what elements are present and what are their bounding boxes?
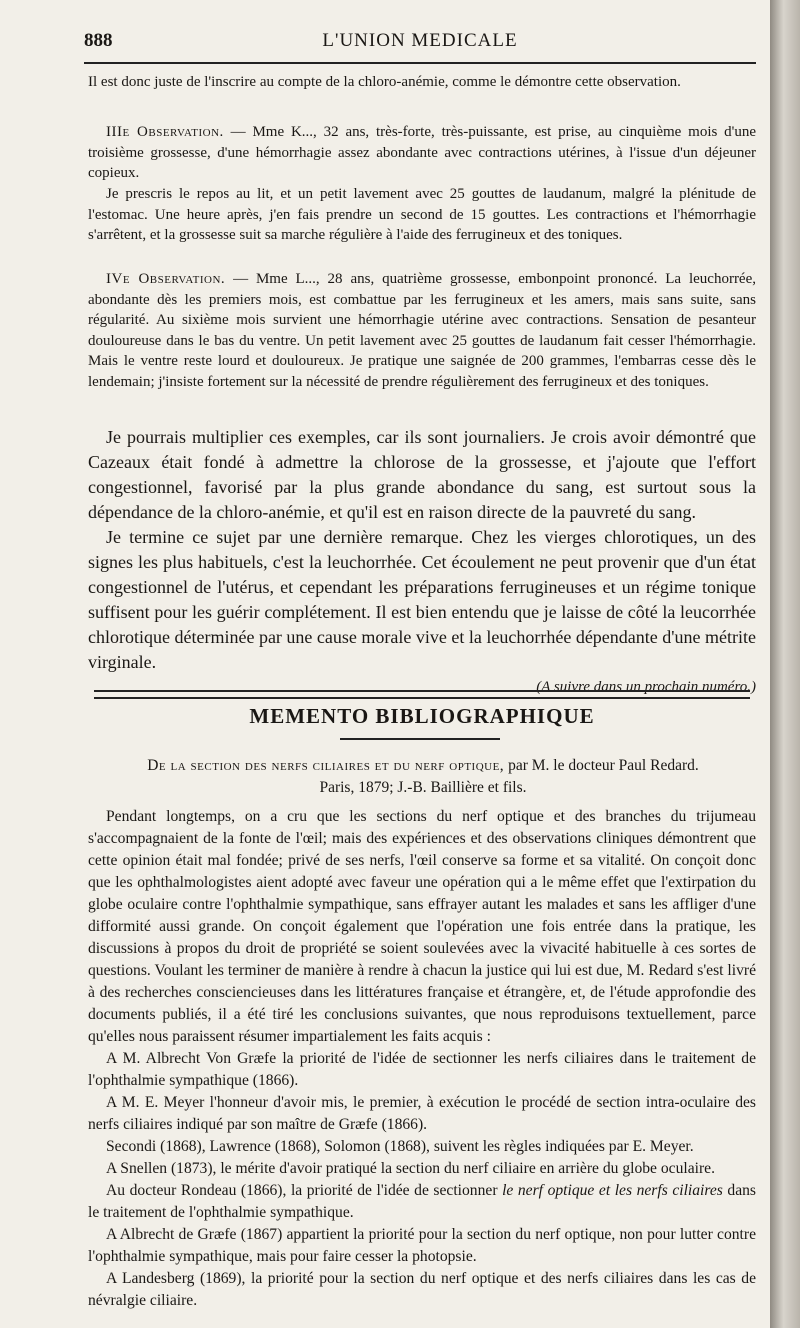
header-rule <box>84 62 756 64</box>
observation-3-treatment: Je prescris le repos au lit, et un petit lavement avec 25 gouttes de laudanum, malgré la plénitude de l'estomac. Une heure après, j'en fais prendre un second de 15 gouttes. Les contractions et l'hémorrhagie s'arrêtent, et la grossesse suit sa marche régulière à l'aide des ferrugineux et des toniques. <box>88 186 756 243</box>
book-heading <box>88 755 758 799</box>
continuation-note: (A suivre dans un prochain numéro.) <box>536 679 756 695</box>
book-title: De la section des nerfs ciliaires et du nerf optique, <box>147 757 505 774</box>
page-edge-shadow <box>770 0 800 1328</box>
review-body <box>88 806 756 1312</box>
conclusion <box>88 425 756 698</box>
review-paragraph: A M. E. Meyer l'honneur d'avoir mis, le premier, à exécution le procédé de section intra-oculaire des nerfs ciliaires indiqué par son maître de Græfe (1866). <box>88 1094 756 1133</box>
observation-3 <box>88 122 756 184</box>
title-underline <box>340 738 500 740</box>
observation-4-paragraph: IVe Observation. — Mme L..., 28 ans, quatrième grossesse, embonpoint prononcé. La leuchorrée, abondante dès les premiers mois, est combattue par les ferrugineux et les amers, mais sans suite, sans régularité. Au sixième mois survient une hémorrhagie utérine avec contractions. Sensation de pesanteur douloureuse dans le bas du ventre. Un petit lavement avec 25 gouttes de laudanum fait cesser l'hémorrhagie. Mais le ventre reste lourd et douloureux. Je pratique une saignée de 200 grammes, l'embarras cesse dès le lendemain; j'insiste fortement sur la nécessité de prendre régulièrement des ferrugineux et des toniques. <box>88 271 756 390</box>
review-paragraph: Pendant longtemps, on a cru que les sections du nerf optique et des branches du trijumeau s'accompagnaient de la fonte de l'œil; mais des expériences et des observations cliniques démontrent que cette opinion était mal fondée; privé de ses nerfs, l'œil conserve sa forme et sa vitalité. On conçoit donc que les ophthalmologistes aient adopté avec faveur une opération qui a le même effet que l'extirpation du globe oculaire contre l'ophthalmie sympathique, sans effrayer autant les malades et sans les affliger d'une difformité aussi grande. On conçoit également que l'opération une fois entrée dans la pratique, les discussions à propos du droit de propriété se soient soulevées avec la vivacité habituelle à ces sortes de questions. Voulant les terminer de manière à rendre à chacun la justice qui lui est due, M. Redard s'est livré à des recherches consciencieuses dans les littératures française et étrangère, et, de l'étude approfondie des documents publiés, il a été tiré les conclusions suivantes, que nous reproduisons textuellement, parce qu'elles nous paraissent résumer impartialement les faits acquis : <box>88 808 756 1045</box>
observation-3-paragraph: IIIe Observation. — Mme K..., 32 ans, très-forte, très-puissante, est prise, au cinquième mois d'une troisième grossesse, d'une hémorrhagie assez abondante avec contractions utérines, à l'issue d'un déjeuner copieux. <box>88 124 757 181</box>
memento-title: MEMENTO BIBLIOGRAPHIQUE <box>249 704 595 728</box>
book-author: par M. le docteur Paul Redard. <box>508 757 699 774</box>
conclusion-paragraph: Je termine ce sujet par une dernière remarque. Chez les vierges chlorotiques, un des signes les plus habituels, c'est la leuchorrhée. Cet écoulement ne peut provenir que d'un état congestionnel de l'utérus, et cependant les préparations ferrugineuses et un régime tonique suffisent pour les guérir complétement. Il est bien entendu que je laisse de côté la leucorrhée chlorotique déterminée par une cause morale vive et la leuchorrhée dépendante d'une métrite virginale. <box>88 527 756 672</box>
running-title: L'UNION MEDICALE <box>322 30 518 51</box>
review-paragraph-rondeau: Au docteur Rondeau (1866), la priorité de l'idée de sectionner le nerf optique et les nerfs ciliaires dans le traitement de l'ophthalmie sympathique. <box>88 1182 756 1221</box>
section-divider <box>94 690 750 699</box>
observation-3-label: IIIe Observation. <box>106 124 224 140</box>
observation-4 <box>88 269 756 392</box>
review-paragraph: A Albrecht de Græfe (1867) appartient la priorité pour la section du nerf optique, non pour lutter contre l'ophthalmie sympathique, mais pour faire cesser la photopsie. <box>88 1226 756 1265</box>
review-paragraph: Secondi (1868), Lawrence (1868), Solomon (1868), suivent les règles indiquées par E. Meyer. <box>106 1138 694 1155</box>
review-paragraph: A M. Albrecht Von Græfe la priorité de l'idée de sectionner les nerfs ciliaires dans le traitement de l'ophthalmie sympathique (1866). <box>88 1050 756 1089</box>
book-publication: Paris, 1879; J.-B. Baillière et fils. <box>319 779 527 796</box>
conclusion-paragraph: Je pourrais multiplier ces exemples, car ils sont journaliers. Je crois avoir démontré que Cazeaux était fondé à admettre la chlorose de la grossesse, et j'ajoute que l'effort congestionnel, favorisé par la plus grande abondance du sang, est surtout sous la dépendance de la chloro-anémie, et qu'il est en raison directe de la pauvreté du sang. <box>88 427 756 522</box>
page-number: 888 <box>84 30 113 51</box>
review-paragraph: A Landesberg (1869), la priorité pour la section du nerf optique et des nerfs ciliaires dans les cas de névralgie ciliaire. <box>88 1270 756 1309</box>
review-paragraph: A Snellen (1873), le mérite d'avoir pratiqué la section du nerf ciliaire en arrière du globe oculaire. <box>106 1160 715 1177</box>
observation-4-label: IVe Observation. <box>106 271 226 287</box>
intro-paragraph: Il est donc juste de l'inscrire au compte de la chloro-anémie, comme le démontre cette observation. <box>88 74 681 90</box>
page-header <box>84 26 756 56</box>
